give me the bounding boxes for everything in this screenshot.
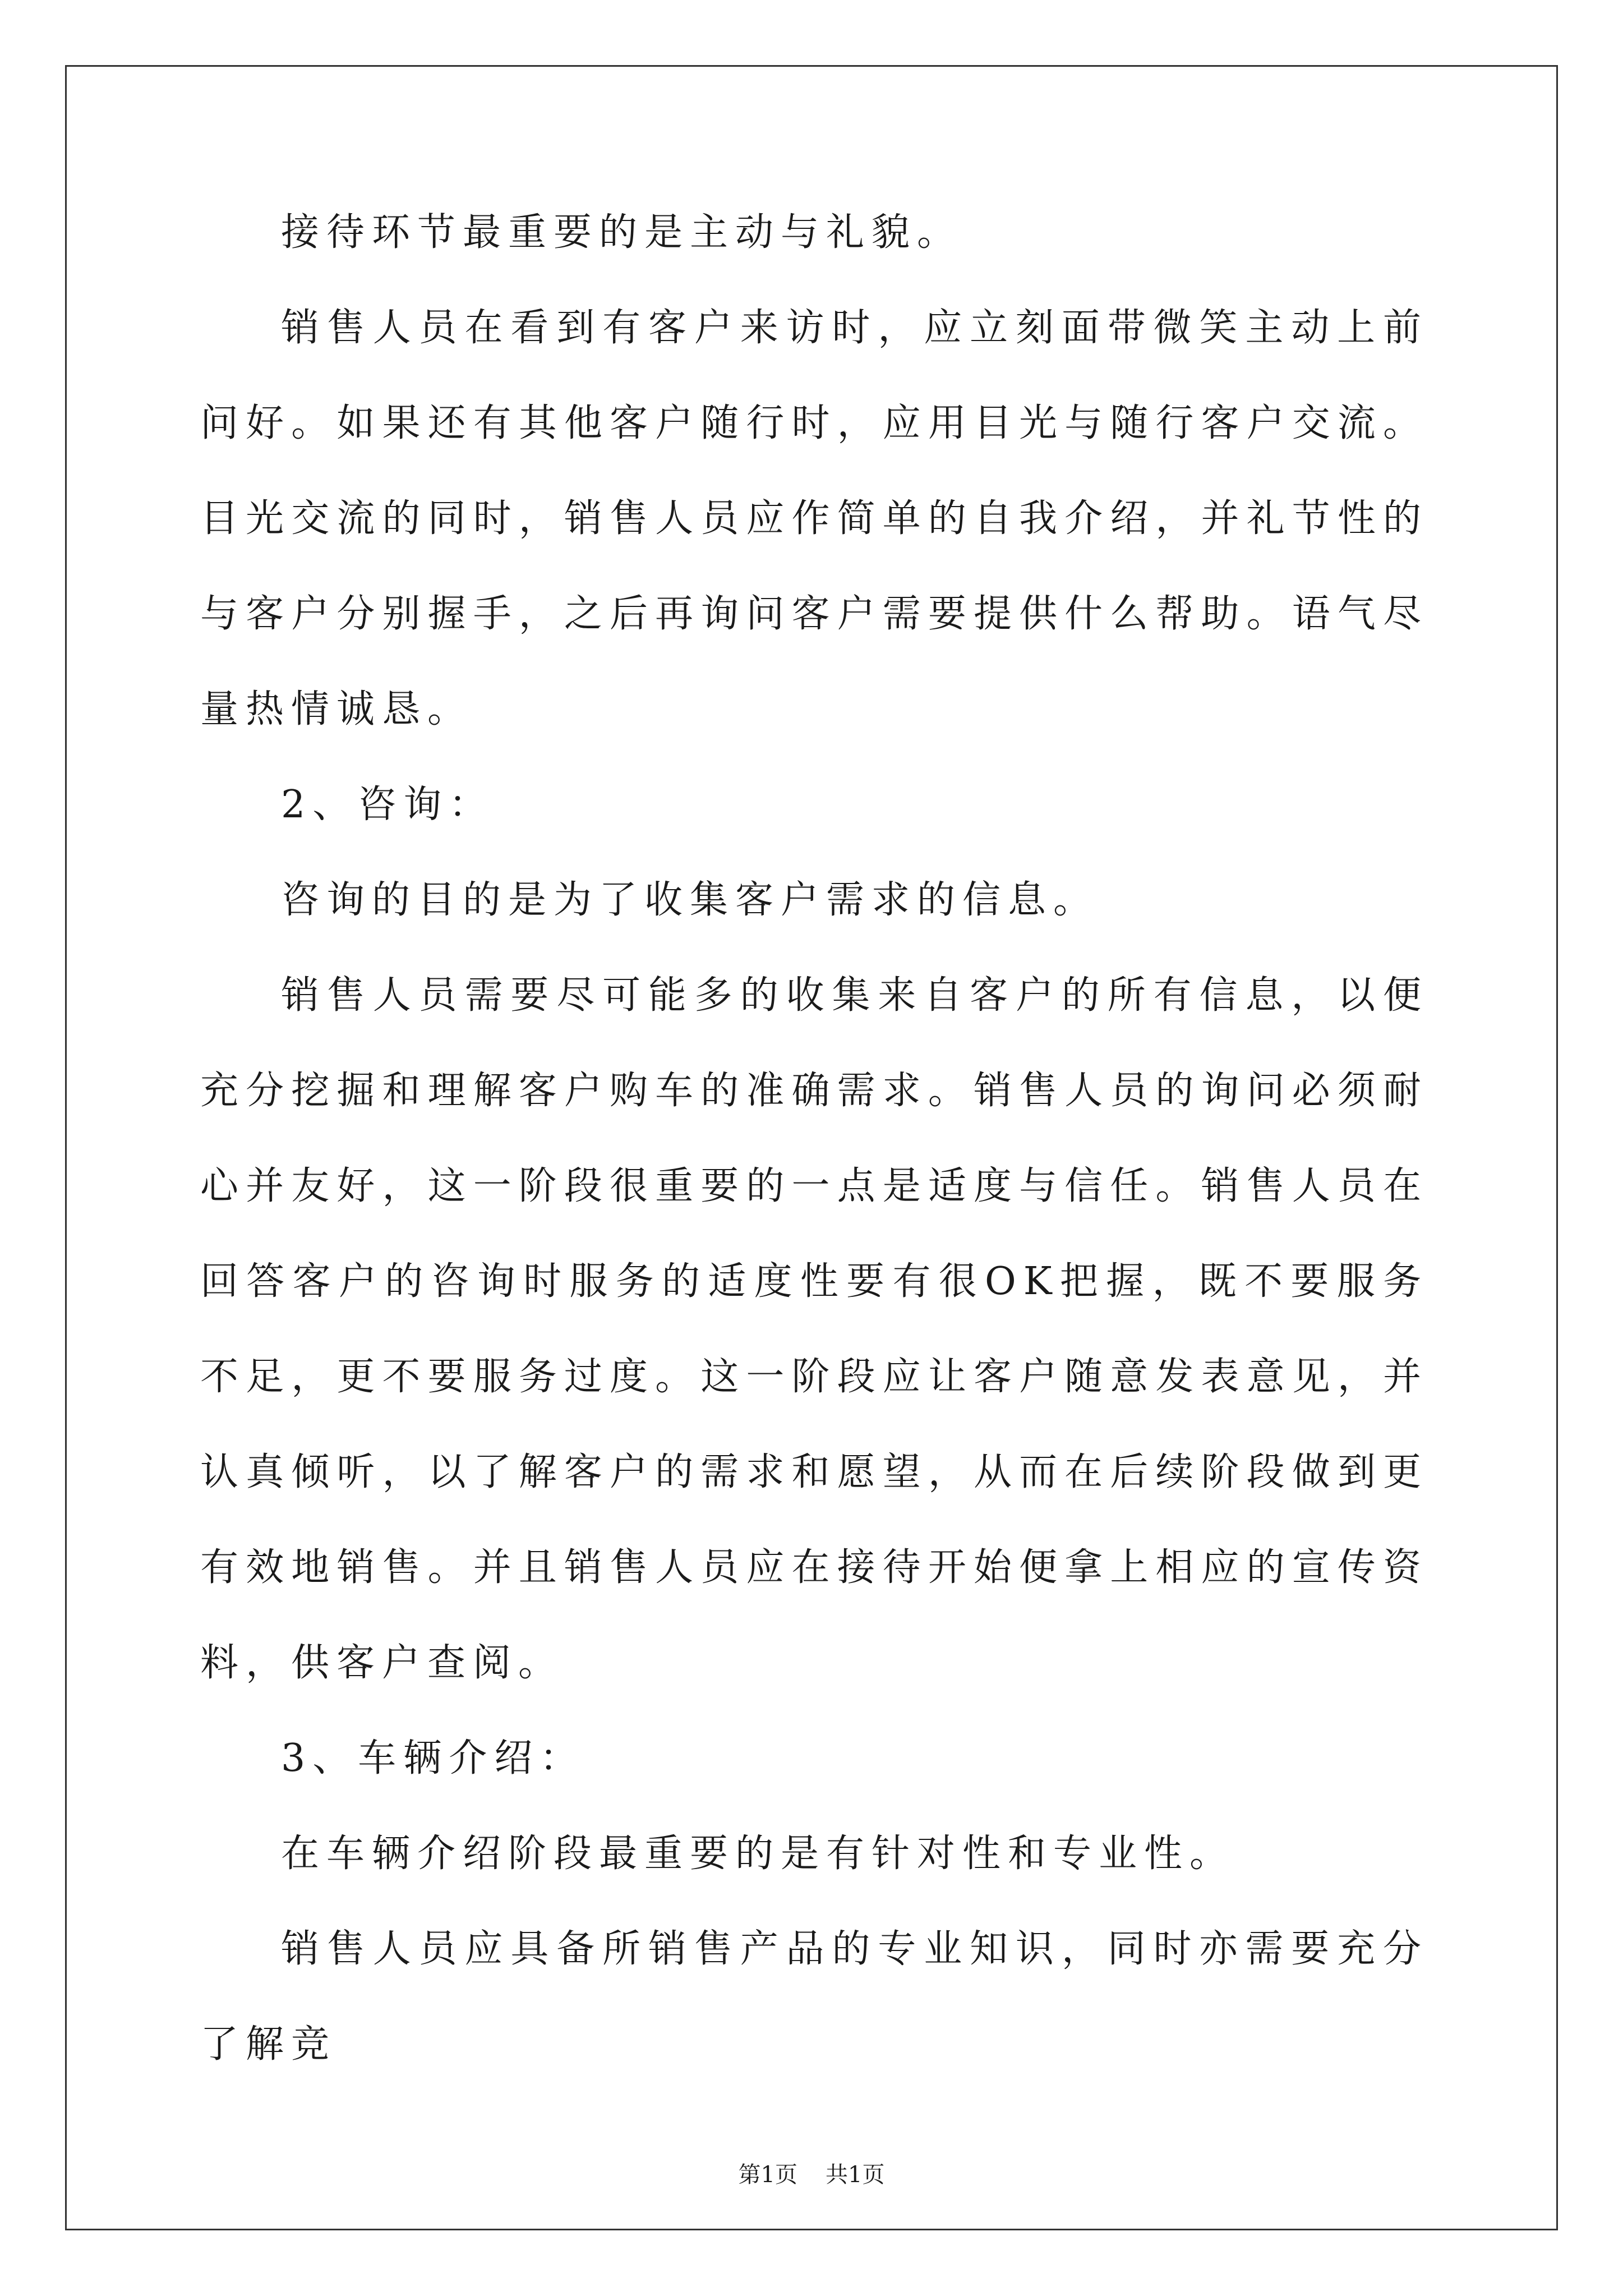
- section-heading: 3、车辆介绍：: [281, 1736, 585, 1780]
- paragraph: 接待环节最重要的是主动与礼貌。: [281, 210, 963, 255]
- paragraph: 在车辆介绍阶段最重要的是有针对性和专业性。: [281, 1832, 1235, 1876]
- page-footer: [0, 2157, 1623, 2189]
- paragraph: 销售人员应具备所销售产品的专业知识，同时亦需要充分了解竞: [200, 1927, 1428, 2067]
- paragraph: 咨询的目的是为了收集客户需求的信息。: [281, 878, 1099, 922]
- section-heading: 2、咨询：: [281, 783, 495, 827]
- page-total: 共1页: [826, 2162, 885, 2188]
- page-number: 第1页: [738, 2162, 797, 2188]
- document-body: [200, 185, 1428, 2092]
- paragraph: 销售人员在看到有客户来访时，应立刻面带微笑主动上前问好。如果还有其他客户随行时，应用目光与随行客户交流。目光交流的同时，销售人员应作简单的自我介绍，并礼节性的与客户分别握手，之后再询问客户需要提供什么帮助。语气尽量热情诚恳。: [200, 306, 1428, 731]
- paragraph: 销售人员需要尽可能多的收集来自客户的所有信息，以便充分挖掘和理解客户购车的准确需求。销售人员的询问必须耐心并友好，这一阶段很重要的一点是适度与信任。销售人员在回答客户的咨询时服务的适度性要有很OK把握，既不要服务不足，更不要服务过度。这一阶段应让客户随意发表意见，并认真倾听，以了解客户的需求和愿望，从而在后续阶段做到更有效地销售。并且销售人员应在接待开始便拿上相应的宣传资料，供客户查阅。: [200, 973, 1428, 1685]
